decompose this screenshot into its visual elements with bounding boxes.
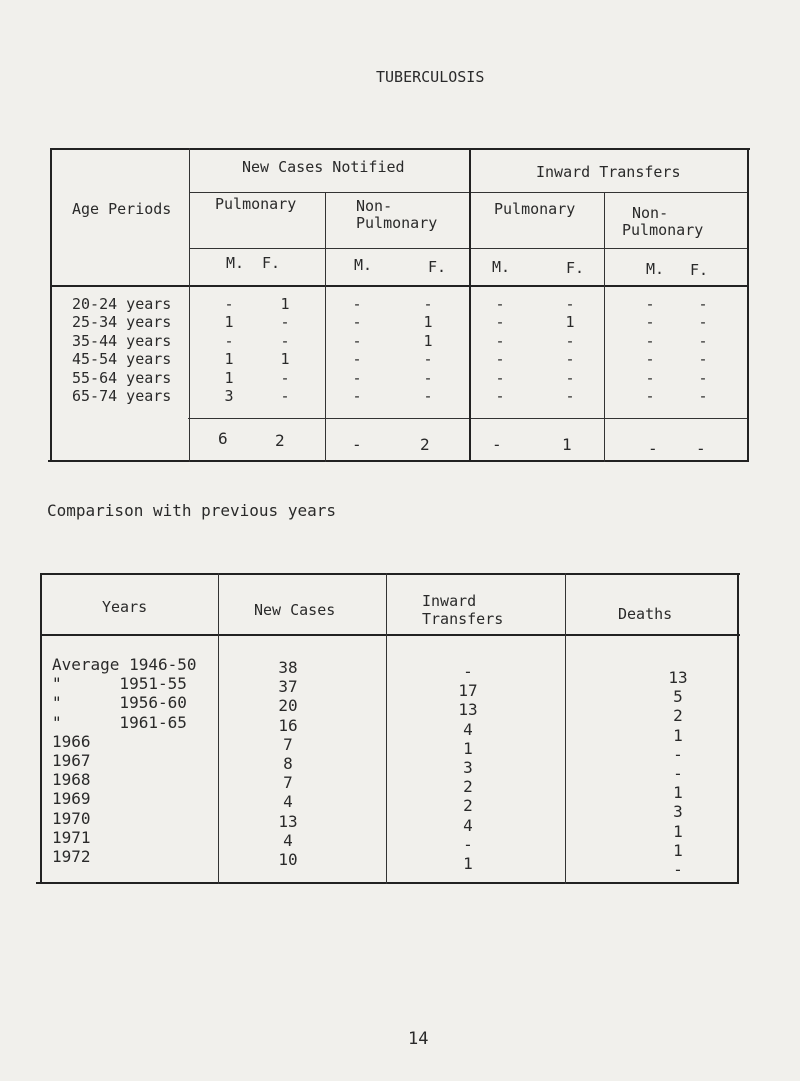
table-cell: - xyxy=(495,295,505,313)
new-cases-header: New Cases xyxy=(254,601,336,619)
inward-cell: 1 xyxy=(463,738,473,758)
total-in-nf: - xyxy=(696,439,706,458)
table-cell: - xyxy=(645,295,655,313)
new-cases-cell: 37 xyxy=(278,677,298,697)
inward-non-pulmonary-f-column xyxy=(693,295,713,405)
table-cell: - xyxy=(423,350,433,369)
years-column xyxy=(52,655,197,866)
year-cell: " 1951-55 xyxy=(52,674,187,694)
table-cell: - xyxy=(280,368,290,387)
table-cell: 1 xyxy=(280,350,290,369)
inward-cell: 1 xyxy=(463,854,473,874)
new-pulmonary-m-column xyxy=(219,295,239,405)
table-cell: - xyxy=(698,313,708,332)
table-cell: 3 xyxy=(224,387,234,406)
table-cell: - xyxy=(495,331,505,350)
table-cell: - xyxy=(352,368,362,387)
page-number: 14 xyxy=(408,1029,429,1049)
year-cell: 1971 xyxy=(52,827,91,847)
year-cell: 1968 xyxy=(52,770,91,790)
inward-header-2: Transfers xyxy=(422,610,504,628)
table-cell: - xyxy=(224,331,234,350)
total-in-pm: - xyxy=(492,435,502,454)
table-cell: - xyxy=(698,387,708,406)
age-cell: 55-64 years xyxy=(72,368,172,387)
table2-bottom-rule xyxy=(36,882,738,884)
table2-divider xyxy=(565,573,566,884)
years-header: Years xyxy=(102,598,148,616)
table-cell: - xyxy=(352,331,362,350)
inward-cell: 13 xyxy=(458,700,478,720)
inward-transfers-header: Inward Transfers xyxy=(536,163,681,181)
table2-top-rule xyxy=(42,573,740,575)
table-cell: - xyxy=(565,387,575,406)
m-header: M. xyxy=(492,258,511,276)
table-cell: - xyxy=(423,387,433,406)
deaths-cell: - xyxy=(673,764,683,784)
inward-non-pulmonary-m-column xyxy=(640,295,660,405)
inward-cell: 4 xyxy=(463,815,473,835)
f-header: F. xyxy=(690,261,709,279)
total-new-pm: 6 xyxy=(218,429,228,448)
table1-bottom-rule xyxy=(48,460,748,462)
inward-cell: 2 xyxy=(463,796,473,816)
f-header: F. xyxy=(262,254,281,272)
inward-column xyxy=(450,662,486,873)
inward-pulmonary-m-column xyxy=(490,295,510,405)
age-cell: 25-34 years xyxy=(72,313,172,332)
new-cases-cell: 4 xyxy=(283,830,293,850)
table-cell: - xyxy=(352,295,362,313)
table-cell: - xyxy=(698,368,708,387)
m-header: M. xyxy=(646,260,665,278)
table-cell: - xyxy=(423,368,433,387)
new-cases-column xyxy=(270,658,306,869)
deaths-column xyxy=(660,668,696,879)
table2-divider xyxy=(218,573,219,884)
deaths-cell: 1 xyxy=(673,840,683,860)
year-cell: " 1961-65 xyxy=(52,712,187,732)
new-cases-cell: 13 xyxy=(278,811,298,831)
table-cell: 1 xyxy=(565,313,575,332)
inward-pulmonary-f-column xyxy=(560,295,580,405)
deaths-cell: 1 xyxy=(673,783,683,803)
m-header: M. xyxy=(354,256,373,274)
age-cell: 45-54 years xyxy=(72,350,172,369)
deaths-cell: 13 xyxy=(668,668,688,687)
table-cell: 1 xyxy=(423,313,433,332)
inward-cell: 4 xyxy=(463,719,473,739)
table-cell: - xyxy=(645,387,655,406)
table-cell: - xyxy=(565,350,575,369)
table-cell: - xyxy=(698,350,708,369)
age-cell: 35-44 years xyxy=(72,331,172,350)
table1-right-edge xyxy=(747,148,749,462)
total-new-pf: 2 xyxy=(275,431,285,450)
table-cell: 1 xyxy=(224,350,234,369)
deaths-header: Deaths xyxy=(618,605,673,623)
table-cell: 1 xyxy=(224,313,234,332)
new-non-pulmonary-header-2: Pulmonary xyxy=(356,214,438,232)
new-cases-cell: 16 xyxy=(278,715,298,735)
new-cases-cell: 20 xyxy=(278,696,298,716)
new-pulmonary-f-column xyxy=(275,295,295,405)
inward-header-1: Inward xyxy=(422,592,477,610)
new-cases-cell: 8 xyxy=(283,754,293,774)
page-title: TUBERCULOSIS xyxy=(376,68,485,86)
table1-divider xyxy=(604,192,605,462)
table-cell: - xyxy=(565,331,575,350)
new-pulmonary-header: Pulmonary xyxy=(215,195,297,213)
table1-total-rule xyxy=(188,418,748,419)
table-cell: - xyxy=(645,331,655,350)
new-cases-cell: 7 xyxy=(283,734,293,754)
total-in-pf: 1 xyxy=(562,435,572,454)
total-new-nm: - xyxy=(352,435,362,454)
table1-divider xyxy=(189,148,190,462)
table-cell: - xyxy=(495,313,505,332)
year-cell: Average 1946-50 xyxy=(52,655,197,674)
table-cell: 1 xyxy=(280,295,290,313)
table1-divider xyxy=(325,192,326,462)
deaths-cell: 2 xyxy=(673,706,683,726)
table1-divider xyxy=(469,148,471,462)
new-non-pulmonary-header-1: Non- xyxy=(356,197,393,215)
table1-header-rule xyxy=(52,285,748,287)
inward-pulmonary-header: Pulmonary xyxy=(494,200,576,218)
table-cell: - xyxy=(698,331,708,350)
total-in-nm: - xyxy=(648,439,658,458)
new-non-pulmonary-f-column xyxy=(418,295,438,405)
table1-top-rule xyxy=(52,148,750,150)
table-cell: - xyxy=(352,387,362,406)
table-cell: - xyxy=(645,368,655,387)
year-cell: 1966 xyxy=(52,731,91,751)
deaths-cell: 1 xyxy=(673,821,683,841)
total-new-nf: 2 xyxy=(420,435,430,454)
deaths-cell: 3 xyxy=(673,802,683,822)
inward-cell: 3 xyxy=(463,758,473,778)
table-cell: - xyxy=(565,368,575,387)
table-cell: - xyxy=(280,313,290,332)
new-cases-cell: 7 xyxy=(283,773,293,793)
deaths-cell: 5 xyxy=(673,687,683,707)
age-column xyxy=(72,295,171,405)
year-cell: 1970 xyxy=(52,808,91,828)
f-header: F. xyxy=(566,259,585,277)
table-cell: - xyxy=(280,331,290,350)
table-cell: - xyxy=(565,295,575,313)
new-non-pulmonary-m-column xyxy=(347,295,367,405)
year-cell: 1969 xyxy=(52,789,91,809)
table-cell: - xyxy=(645,313,655,332)
table-cell: - xyxy=(495,350,505,369)
table-cell: 1 xyxy=(224,368,234,387)
new-cases-cell: 4 xyxy=(283,792,293,812)
age-cell: 20-24 years xyxy=(72,295,172,313)
table2-right-edge xyxy=(737,573,739,884)
year-cell: 1967 xyxy=(52,751,91,771)
table-cell: - xyxy=(352,350,362,369)
inward-cell: 17 xyxy=(458,681,478,701)
table1-left-edge xyxy=(50,148,52,462)
deaths-cell: - xyxy=(673,860,683,880)
m-header: M. xyxy=(226,254,245,272)
year-cell: 1972 xyxy=(52,847,91,867)
year-cell: " 1956-60 xyxy=(52,693,187,713)
new-cases-cell: 10 xyxy=(278,850,298,870)
inward-cell: - xyxy=(463,662,473,681)
f-header: F. xyxy=(428,258,447,276)
deaths-cell: - xyxy=(673,744,683,764)
table-cell: - xyxy=(495,368,505,387)
table-cell: - xyxy=(224,295,234,313)
table2-header-rule xyxy=(40,634,740,636)
age-periods-header: Age Periods xyxy=(72,200,172,218)
table-cell: 1 xyxy=(423,331,433,350)
age-cell: 65-74 years xyxy=(72,387,172,406)
table-cell: - xyxy=(280,387,290,406)
table-cell: - xyxy=(645,350,655,369)
table-cell: - xyxy=(423,295,433,313)
inward-non-pulmonary-header-2: Pulmonary xyxy=(622,221,704,239)
comparison-heading: Comparison with previous years xyxy=(47,501,336,520)
table2-divider xyxy=(386,573,387,884)
inward-cell: - xyxy=(463,834,473,854)
table-cell: - xyxy=(698,295,708,313)
new-cases-cell: 38 xyxy=(278,658,298,677)
inward-cell: 2 xyxy=(463,777,473,797)
table-cell: - xyxy=(352,313,362,332)
inward-non-pulmonary-header-1: Non- xyxy=(632,204,669,222)
deaths-cell: 1 xyxy=(673,725,683,745)
new-cases-header: New Cases Notified xyxy=(242,158,405,176)
table2-left-edge xyxy=(40,573,42,884)
table-cell: - xyxy=(495,387,505,406)
